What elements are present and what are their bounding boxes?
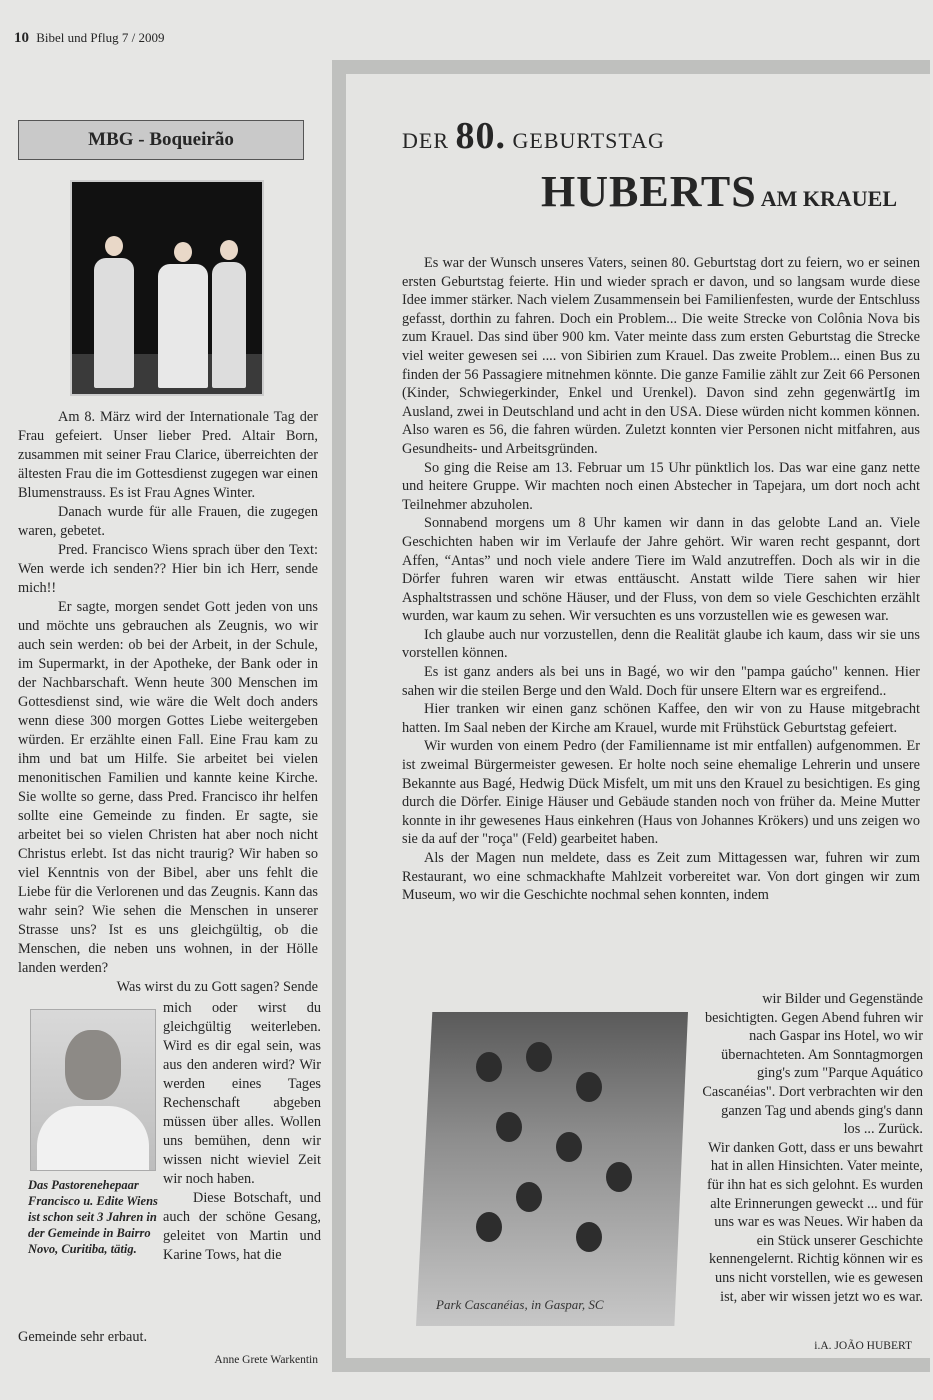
title-suffix: AM KRAUEL <box>760 186 898 211</box>
paragraph: Am 8. März wird der Internationale Tag der Frau gefeiert. Unser lieber Pred. Altair Born, zusammen mit seiner Frau Clarice, überreichten der ältesten Frau die im Gottesdienst zugegen war einen Blumenstrauss. Es ist Frau Agnes Winter. <box>18 409 318 501</box>
article-title-line1 <box>402 114 665 158</box>
publication-title: Bibel und Pflug 7 / 2009 <box>36 30 165 45</box>
paragraph: Pred. Francisco Wiens sprach über den Text: Wen werde ich senden?? Hier bin ich Herr, sende mich!! <box>18 542 318 596</box>
paragraph: Es ist ganz anders als bei uns in Bagé, wo wir den "pampa gaúcho" kennen. Hier sahen wir die steilen Berge und den Wald. Doch für unsere Eltern war es ergreifend.. <box>402 664 920 699</box>
title-word: GEBURTSTAG <box>512 128 665 153</box>
paragraph: wir Bilder und Gegenstände besichtigten. Gegen Abend fuhren wir nach Gaspar ins Hotel, wo wir übernachteten. Am Sonntagmorgen ging's zum "Parque Aquático Cascanéias". Dort verbrachten wir den ganzen Tag und abends ging's dann los ... Zurück. <box>702 991 923 1138</box>
pastor-caption: Das Pastorenehepaar Francisco u. Edite Wiens ist schon seit 3 Jahren in der Gemeinde in Bairro Novo, Curitiba, tätig. <box>28 1178 158 1256</box>
left-article-text <box>18 408 318 997</box>
paragraph: Sonnabend morgens um 8 Uhr kamen wir dann in das gelobte Land an. Viele Geschichten haben wir im Verlaufe der Jahre gehört. Wir waren recht gespannt, dort Affen, “Antas” und noch viele andere Tiere im Wald anzutreffen. Doch als wir in die Dörfer fuhren waren wir etwas enttäuscht. Anstatt wilde Tiere sahen wir hier Asphaltstrassen und schöne Häuser, und der Fluss, von dem so viele Geschichten erzählt wurden, war kaum zu sehen. Wir versuchten es uns vorzustellen wie es gewesen war. <box>402 515 920 625</box>
pastor-side-text <box>163 999 321 1265</box>
paragraph: Es war der Wunsch unseres Vaters, seinen 80. Geburtstag dort zu feiern, wo er seinen ersten Geburtstag feierte. Hin und wieder sprach er davon, und so langsam wurde diese Idee immer stärker. Nach vielem Zusammensein bei Familienfesten, wurde der Entschluss gefasst, dorthin zu fahren. Doch ein Problem... Die weite Strecke von Colônia Nova bis zum Krauel. Das sind über 900 km. Vater meinte dass zum ersten Geburtstag die Strecke viel weiter gewesen sei .... von Sibirien zum Krauel. Das zweite Problem... einen Bus zu finden der 56 Passagiere mitnehmen könnte. Die ganze Familie zählt zur Zeit 66 Personen (Kinder, Schwiegerkinder, Enkel und Urenkel). Davon sind zehn gegenwärtIg im Ausland, zwei in Deutschland und acht in den USA. Diese würden nicht kommen können. Also waren es 56, die fahren würden. Zuletzt konnten vier Personen nicht mitfahren, aus Gesundheits- und Arbeitsgründen. <box>402 255 920 457</box>
title-number: 80. <box>455 115 506 157</box>
paragraph: Danach wurde für alle Frauen, die zugegen waren, gebetet. <box>18 504 318 539</box>
paragraph: Was wirst du zu Gott sagen? Sende <box>116 979 318 995</box>
paragraph: mich oder wirst du gleichgültig weiterleben. Wird es dir egal sein, was aus den anderen wird? Wir werden eines Tages Rechenschaft abgeben müssen über alles. Wollen uns bemühen, denn wir wissen nicht wieviel Zeit wir noch haben. <box>163 1000 321 1187</box>
page-number: 10 <box>14 30 29 46</box>
article-panel <box>346 74 930 1358</box>
section-title: MBG - Boqueirão <box>18 120 304 160</box>
photo-person <box>212 262 246 388</box>
article-body <box>402 254 920 905</box>
church-stage-photo <box>70 180 264 396</box>
paragraph: So ging die Reise am 13. Februar um 15 Uhr pünktlich los. Das war eine ganz nette und heitere Gruppe. Wir machten noch einen Abstecher in Tapejara, um dort noch acht Teilnehmer abzuholen. <box>402 459 920 513</box>
paragraph: Diese Botschaft, und auch der schöne Gesang, geleitet von Martin und Karine Tows, hat die <box>163 1190 321 1263</box>
pastor-photo <box>30 1009 156 1171</box>
paragraph: Als der Magen nun meldete, dass es Zeit zum Mittagessen war, fuhren wir zum Restaurant, wo eine schmackhafte Mahlzeit vorbereitet war. Von dort gingen wir zum Museum, wo wir die Geschichte nochmal sehen konnten, indem <box>402 850 920 904</box>
photo-person <box>158 264 208 388</box>
pastor-block <box>18 999 321 1329</box>
title-prefix: DER <box>402 128 449 153</box>
paragraph: Er sagte, morgen sendet Gott jeden von uns und möchte uns gebrauchen als Zeugnis, wo wir auch sein werden: ob bei der Arbeit, in der Schule, im Supermarkt, in der Apotheke, der Bank oder in der Nachbarschaft. Wenn heute 300 Menschen im Gottesdienst sind, wie wäre die Welt doch anders wenn diese 300 morgen Gottes Liebe weitergeben würden. Er erzählte einen Fall. Eine Frau kam zu ihm und bat um Hilfe. Sie arbeitet bei vielen menonitischen Familien und kannte keine Kirche. Sie wollte so gerne, dass Pred. Francisco ihr helfen sollte eine Gemeinde zu finden. Er sagte, sie arbeitet bei so vielen Christen hat aber noch nicht Christus erlebt. Ist das nicht traurig? Wir haben so viel Kenntnis von der Bibel, aber uns fehlt die Liebe für die Verlorenen und das Zeugnis. Kann das wahr sein? Wie sehen die Menschen in unserer Strasse uns? Ist es uns gleichgültig, ob die Menschen, die neben uns wohnen, in der Hölle landen werden? <box>18 599 318 976</box>
photo-person <box>94 258 134 388</box>
photo-caption: Park Cascanéias, in Gaspar, SC <box>436 1297 604 1312</box>
left-column <box>18 120 321 1366</box>
title-name: HUBERTS <box>541 167 757 216</box>
article-title-line2 <box>541 166 897 217</box>
closing-line: Gemeinde sehr erbaut. <box>18 1329 148 1345</box>
page-header <box>14 30 164 47</box>
water-slide-photo <box>416 1012 688 1326</box>
paragraph: Ich glaube auch nur vorzustellen, denn die Realität glaube ich kaum, dass wir sie uns vorstellen können. <box>402 626 920 662</box>
article-signature: i.A. JOÃO HUBERT <box>814 1340 912 1352</box>
birthday-article <box>332 60 930 1372</box>
paragraph: Wir wurden von einem Pedro (der Familienname ist mir entfallen) aufgenommen. Er ist zweimal Bürgermeister gewesen. Er holte noch seine ehemalige Lehrerin und unsere Bekannte aus Bagé, Hedwig Dück Misfelt, um mit uns den Krauel zu besichtigen. Es ging durch die Dörfer. Einige Häuser und Gebäude standen noch von früher da. Meine Mutter konnte in ihr gewesenes Haus einkehren (Haus von Johannes Krökers) und uns zeigen wo sie da auf der "roça" (Feld) gearbeitet haben. <box>402 738 920 848</box>
paragraph: Wir danken Gott, dass er uns bewahrt hat in allen Hinsichten. Vater meinte, für ihn hat es sich gelohnt. Es wurden alte Erinnerungen geweckt ... und für uns war es was Neues. Wir haben da ein Stück unserer Geschichte kennengelernt. Richtig können wir es uns nicht vorstellen, wie es gewesen ist, aber wir wissen jetzt wo es war. <box>707 1139 923 1305</box>
article-wrap-text <box>701 990 923 1306</box>
paragraph: Hier tranken wir einen ganz schönen Kaffee, den wir von zu Hause mitgebracht hatten. Im Saal neben der Kirche am Krauel, wurde mit Frühstück Geburtstag gefeiert. <box>402 701 920 736</box>
author-name: Anne Grete Warkentin <box>214 1354 318 1366</box>
